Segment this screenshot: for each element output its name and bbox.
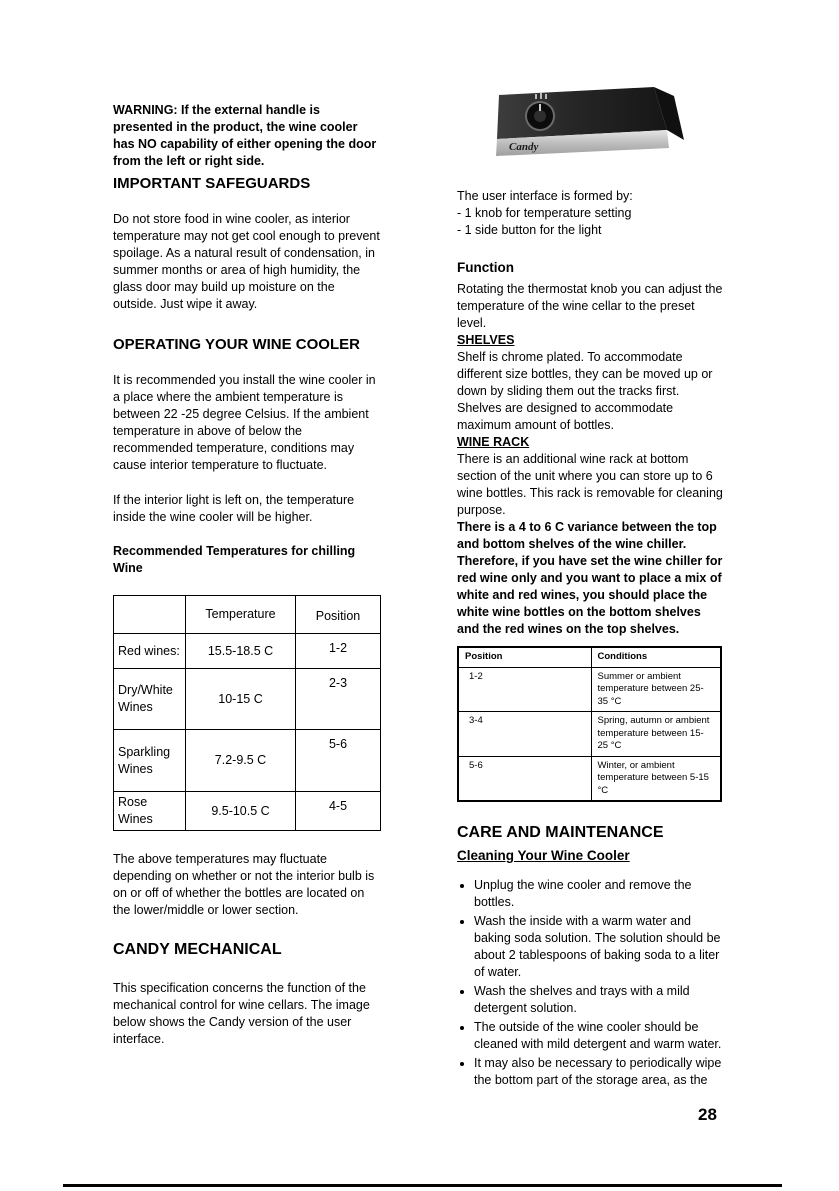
table-row [114,634,381,669]
list-item: • Unplug the wine cooler and remove the bottles. [474,877,725,911]
table-row [458,667,721,712]
heading-cleaning: Cleaning Your Wine Cooler [457,848,630,863]
table-header-cell [114,596,186,634]
table-cell: Summer or ambient temperature between 25-35 °C [591,667,721,712]
panel-face [497,87,667,139]
table-cell: Spring, autumn or ambient temperature between 15-25 °C [591,712,721,757]
table-cell: 9.5-10.5 C [186,792,296,831]
para-shelves: Shelf is chrome plated. To accommodate different size bottles, they can be moved up or down by sliding them out the tracks first. Shelves are designed to accommodate maximum amount of bottles. [457,350,713,432]
knob-tick [545,94,547,99]
footer-rule [63,1184,782,1187]
heading-care-maintenance: CARE AND MAINTENANCE [457,824,664,841]
heading-candy-mechanical: CANDY MECHANICAL [113,941,282,958]
ui-item-knob: - 1 knob for temperature setting [457,206,632,220]
table-header-cell: Position [296,596,381,634]
table-header-cell: Temperature [186,596,296,634]
table-row [114,669,381,730]
right-column [457,86,725,1091]
table-cell: 3-4 [458,712,591,757]
table-cell: 10-15 C [186,669,296,730]
para-operating-1: It is recommended you install the wine cooler in a place where the ambient temperature is between 22 -25 degree Celsius. If the ambient temperature in above of below the recommended temperature, conditions may cause interior temperature to fluctuate. [113,373,376,472]
table-cell: Red wines: [114,634,186,669]
para-candy-mechanical: This specification concerns the function of the mechanical control for wine cellars. The image below shows the Candy version of the user interface. [113,981,370,1046]
temperature-table [113,595,381,831]
table-header-row [114,596,381,634]
heading-wine-rack: WINE RACK [457,435,530,449]
left-column [113,102,381,1048]
cleaning-instructions-list [457,877,725,1089]
para-function: Rotating the thermostat knob you can adjust the temperature of the wine cellar to the preset level. [457,282,723,330]
heading-shelves: SHELVES [457,333,515,347]
list-item: • It may also be necessary to periodically wipe the bottom part of the storage area, as the [474,1055,725,1089]
para-safeguards: Do not store food in wine cooler, as interior temperature may not get cool enough to prevent spoilage. As a natural result of condensation, in summer months or area of high humidity, the glass door may build up moisture on the outside. Just wipe it away. [113,212,380,311]
list-item: • Wash the inside with a warm water and baking soda solution. The solution should be about 2 tablespoons of baking soda to a liter of water. [474,913,725,981]
table-cell: 1-2 [458,667,591,712]
para-variance: There is a 4 to 6 C variance between the top and bottom shelves of the wine chiller. Therefore, if you have set the wine chiller for red wine only and you want to place a mix of white and red wines, you should place the white wine bottles on the bottom shelves and the red wines on the top shelves. [457,520,723,636]
table-cell: 5-6 [296,730,381,792]
thermostat-knob-pointer [539,104,541,111]
table-header-row [458,647,721,667]
thermostat-knob-center [534,110,546,122]
warning-text: WARNING: If the external handle is presented in the product, the wine cooler has NO capability of either opening the door from the left or right side. [113,103,377,168]
knob-tick [535,94,537,99]
table-cell: 2-3 [296,669,381,730]
table-row [114,730,381,792]
table-cell: Winter, or ambient temperature between 5-15 °C [591,756,721,801]
heading-function: Function [457,260,514,275]
para-wine-rack: There is an additional wine rack at bottom section of the unit where you can store up to 6 wine bottles. This rack is removable for cleaning purpose. [457,452,723,517]
heading-important-safeguards: IMPORTANT SAFEGUARDS [113,175,311,192]
table-row [458,756,721,801]
table-cell: 5-6 [458,756,591,801]
page-number: 28 [698,1105,717,1124]
knob-tick [540,93,542,99]
heading-operating: OPERATING YOUR WINE COOLER [113,336,360,353]
table-cell: 15.5-18.5 C [186,634,296,669]
control-panel-illustration [494,86,689,168]
candy-logo: Candy [508,141,538,153]
list-item: • The outside of the wine cooler should be cleaned with mild detergent and warm water. [474,1019,725,1053]
table-cell: Rose Wines [114,792,186,831]
control-panel-image [494,86,689,168]
table-header-cell: Position [458,647,591,667]
table-cell: Dry/White Wines [114,669,186,730]
ui-item-button: - 1 side button for the light [457,223,602,237]
table-cell: 7.2-9.5 C [186,730,296,792]
temp-table-title: Recommended Temperatures for chilling Wine [113,544,356,575]
table-row [458,712,721,757]
position-conditions-table [457,646,722,802]
table-row [114,792,381,831]
para-fluctuate: The above temperatures may fluctuate depending on whether or not the interior bulb is on or off of whether the bottles are located on the lower/middle or lower section. [113,852,375,917]
table-header-cell: Conditions [591,647,721,667]
ui-intro-text: The user interface is formed by: [457,189,633,203]
table-cell: Sparkling Wines [114,730,186,792]
table-cell: 1-2 [296,634,381,669]
list-item: • Wash the shelves and trays with a mild detergent solution. [474,983,725,1017]
table-cell: 4-5 [296,792,381,831]
para-operating-2: If the interior light is left on, the temperature inside the wine cooler will be higher. [113,493,355,524]
